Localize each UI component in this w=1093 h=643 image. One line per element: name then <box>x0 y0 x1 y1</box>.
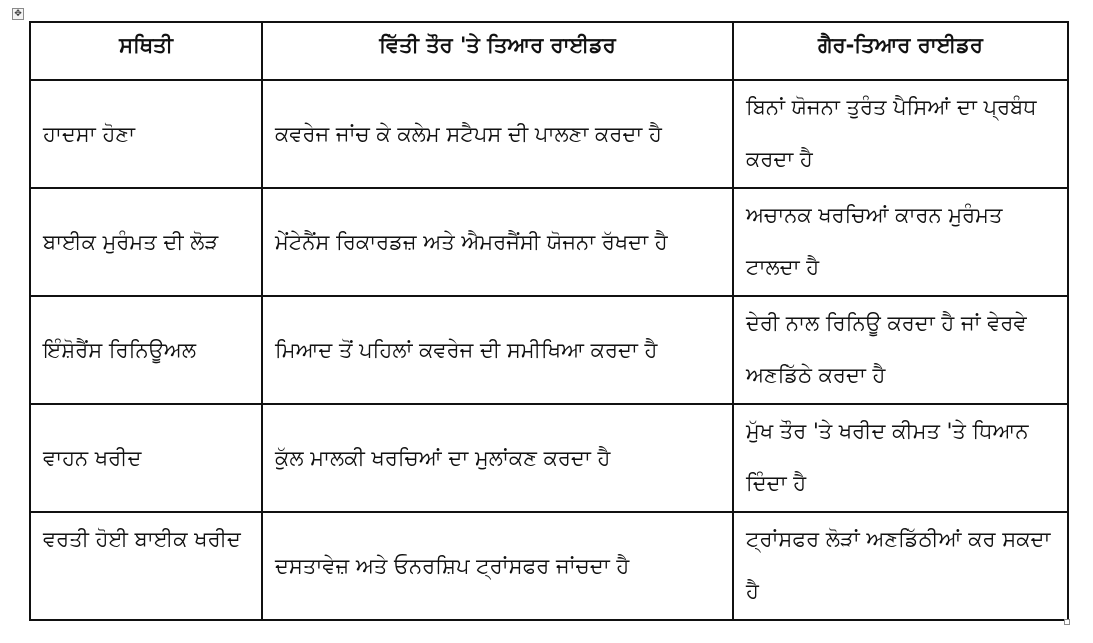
unprepared-cell: ਬਿਨਾਂ ਯੋਜਨਾ ਤੁਰੰਤ ਪੈਸਿਆਂ ਦਾ ਪ੍ਰਬੰਧ ਕਰਦਾ ਹੈ <box>733 80 1068 188</box>
unprepared-cell: ਟ੍ਰਾਂਸਫਰ ਲੋੜਾਂ ਅਣਡਿੱਠੀਆਂ ਕਰ ਸਕਦਾ ਹੈ <box>733 512 1068 620</box>
table-row <box>30 512 1068 620</box>
header-situation: ਸਥਿਤੀ <box>30 22 262 80</box>
table-resize-handle-icon[interactable] <box>1064 619 1070 625</box>
header-unprepared-rider: ਗੈਰ-ਤਿਆਰ ਰਾਈਡਰ <box>733 22 1068 80</box>
table-row <box>30 80 1068 188</box>
table-move-handle-icon[interactable]: ✥ <box>12 8 24 20</box>
unprepared-cell: ਮੁੱਖ ਤੌਰ 'ਤੇ ਖਰੀਦ ਕੀਮਤ 'ਤੇ ਧਿਆਨ ਦਿੰਦਾ ਹੈ <box>733 404 1068 512</box>
situation-cell: ਵਾਹਨ ਖਰੀਦ <box>30 404 262 512</box>
situation-cell: ਇੰਸ਼ੋਰੈਂਸ ਰਿਨਿਊਅਲ <box>30 296 262 404</box>
prepared-cell: ਕੁੱਲ ਮਾਲਕੀ ਖਰਚਿਆਂ ਦਾ ਮੁਲਾਂਕਣ ਕਰਦਾ ਹੈ <box>262 404 733 512</box>
prepared-cell: ਮਿਆਦ ਤੋਂ ਪਹਿਲਾਂ ਕਵਰੇਜ ਦੀ ਸਮੀਖਿਆ ਕਰਦਾ ਹੈ <box>262 296 733 404</box>
table-row <box>30 404 1068 512</box>
table-header-row <box>30 22 1068 80</box>
situation-cell: ਹਾਦਸਾ ਹੋਣਾ <box>30 80 262 188</box>
prepared-cell: ਕਵਰੇਜ ਜਾਂਚ ਕੇ ਕਲੇਮ ਸਟੈਪਸ ਦੀ ਪਾਲਣਾ ਕਰਦਾ ਹੈ <box>262 80 733 188</box>
table-row <box>30 296 1068 404</box>
unprepared-cell: ਦੇਰੀ ਨਾਲ ਰਿਨਿਊ ਕਰਦਾ ਹੈ ਜਾਂ ਵੇਰਵੇ ਅਣਡਿੱਠੇ ਕਰਦਾ ਹੈ <box>733 296 1068 404</box>
situation-cell: ਵਰਤੀ ਹੋਈ ਬਾਈਕ ਖਰੀਦ <box>30 512 262 620</box>
unprepared-cell: ਅਚਾਨਕ ਖਰਚਿਆਂ ਕਾਰਨ ਮੁਰੰਮਤ ਟਾਲਦਾ ਹੈ <box>733 188 1068 296</box>
prepared-cell: ਮੇਂਟੇਨੈਂਸ ਰਿਕਾਰਡਜ਼ ਅਤੇ ਐਮਰਜੈਂਸੀ ਯੋਜਨਾ ਰੱਖਦਾ ਹੈ <box>262 188 733 296</box>
header-prepared-rider: ਵਿੱਤੀ ਤੌਰ 'ਤੇ ਤਿਆਰ ਰਾਈਡਰ <box>262 22 733 80</box>
comparison-table <box>29 21 1069 621</box>
situation-cell: ਬਾਈਕ ਮੁਰੰਮਤ ਦੀ ਲੋੜ <box>30 188 262 296</box>
prepared-cell: ਦਸਤਾਵੇਜ਼ ਅਤੇ ਓਨਰਸ਼ਿਪ ਟ੍ਰਾਂਸਫਰ ਜਾਂਚਦਾ ਹੈ <box>262 512 733 620</box>
table-row <box>30 188 1068 296</box>
